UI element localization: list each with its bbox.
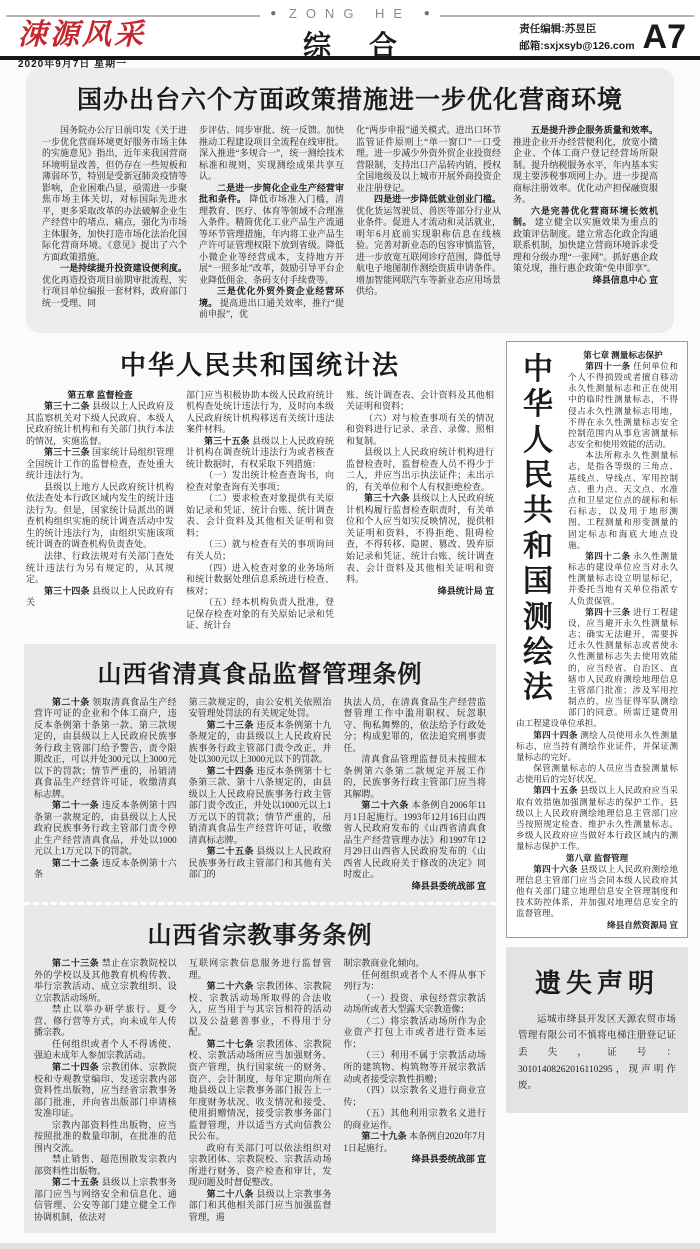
paragraph: （五）其他利用宗教名义进行的商业运作。	[343, 1108, 487, 1130]
article-title: 国办出台六个方面政策措施进一步优化营商环境	[76, 87, 623, 114]
article-column-text	[343, 958, 486, 1154]
paragraph: （六）对与检查事项有关的情况和资料进行记录、录音、录像、照相和复制。	[346, 412, 494, 446]
dashed-divider	[24, 902, 496, 905]
article-column	[34, 697, 177, 893]
article-column	[346, 390, 494, 632]
paragraph: 步评估、同步审批、统一反馈。加快推动工程建设项目全流程在线审批。深入推进“多规合一”，统一测绘技术标准和规则，实现测绘成果共享互认。	[199, 125, 344, 182]
vertical-title-char: 民	[523, 458, 553, 492]
paragraph: 第二十六条 本条例自2006年11月1日起施行。1993年12月16日山西省人民政府发布的《山西省清真食品生产经营管理办法》和1997年12月29日山西省人民政府发布的《山西省人民政府关于修改的决定》同时废止。	[343, 800, 487, 880]
paragraph: （一）发出统计检查查询书，向检查对象查询有关事项；	[186, 470, 334, 492]
paragraph: 第二十九条 本条例自2020年7月1日起施行。	[343, 1131, 486, 1153]
byline: 绛县自然资源局 宣	[607, 919, 678, 930]
paragraph: 宗教内部资料性出版物，应当按照批准的数量印制，在批准的范围内交流。	[34, 1119, 177, 1153]
vertical-title-char: 和	[523, 529, 553, 563]
paragraph: （四）进入检查对象的业务场所和统计数据处理信息系统进行检查、核对；	[186, 562, 334, 596]
paragraph: （四）以宗教名义进行商业宣传；	[343, 1085, 487, 1107]
paragraph: 国务院办公厅日前印发《关于进一步优化营商环境更好服务市场主体的实施意见》指出，近年来我国营商环境明显改善，但仍存在一些短板和薄弱环节，特别是受新冠肺炎疫情等影响，企业困难凸显，亟需进一步聚焦市场主体关切，对标国际先进水平，更多采取改革的办法破解企业生产经营中的堵点、痛点，强化为市场主体服务，加快打造市场化法治化国际化营商环境。《意见》提出了六个方面政策措施。	[42, 125, 187, 262]
section-pinyin-text: ZONG HE	[288, 6, 412, 21]
paragraph: 第四十三条 进行工程建设，应当避开永久性测量标志；确实无法避开，需要拆迁永久性测量标志或者使永久性测量标志失去使用效能的，应当经省、自治区、直辖市人民政府测绘地理信息主管部门批准；涉及军用控制点的，应当征得军队测绘部门的同意。所需迁建费用由工程建设单位承担。	[516, 606, 678, 729]
paragraph: 禁止以举办研学旅行、夏令营、修行营等方式，向未成年人传播宗教。	[34, 1004, 177, 1038]
page-bottom-strip	[0, 1243, 700, 1249]
article-column	[189, 958, 332, 1223]
notice-text: 运城市绛县开发区天源农贸市场管理有限公司不慎将电梯注册登记证丢失，证号：30101408262016110295，现声明作废。	[518, 1014, 676, 1092]
paragraph: （二）要求检查对象提供有关原始记录和凭证、统计台账、统计调查表、会计资料及其他相关证明和资料；	[186, 493, 334, 538]
paragraph: 制宗教商业化倾向。	[343, 958, 425, 969]
paragraph: 保管测量标志的人员应当查验测量标志使用后的完好状况。	[516, 763, 678, 785]
paragraph: 三是优化外贸外资企业经营环境。 提高进出口通关效率，推行“提前申报”，优	[199, 286, 344, 320]
article-column	[42, 125, 187, 321]
article-column	[513, 125, 658, 321]
vertical-title-char: 测	[523, 600, 553, 634]
article-surveying-law	[506, 341, 688, 938]
article-title: 中华人民共和国统计法	[119, 350, 400, 380]
paragraph: 第四十一条 任何单位和个人不得损毁或者擅自移动永久性测量标志和正在使用中的临时性测量标志，不得侵占永久性测量标志用地，不得在永久性测量标志安全控制范围内从事危害测量标志安全和使用效能的活动。	[568, 360, 678, 450]
paragraph: 第八章 监督管理	[565, 852, 629, 863]
paragraph: （三）就与检查有关的事项询问有关人员；	[186, 539, 334, 561]
paragraph: 四是进一步降低就业创业门槛。 优化货运驾驶员、兽医等部分行业从业条件。促进人才流动和灵活就业，明年6月底前实现职称信息在线核验。完善对新业态的包容审慎监管，进一步放宽互联网诊疗范围，降低导航电子地图制作测绘资质申请条件。增加智能网联汽车等新业态应用场景供给。	[356, 194, 501, 297]
paragraph: 第四十四条 测绘人员使用永久性测量标志，应当持有测绘作业证件，并保证测量标志的完好。	[516, 729, 678, 762]
article-halal-regulation	[34, 654, 486, 893]
decorative-dot-icon: ●	[270, 8, 277, 19]
paragraph: 第四十六条 县级以上人民政府测绘地理信息主管部门应当会同本级人民政府其他有关部门建立地理信息安全管理制度和技术防控体系，并加强对地理信息安全的监督管理。	[516, 863, 678, 919]
article-column	[189, 697, 332, 893]
paragraph: 第三十四条 县级以上人民政府有关	[26, 585, 174, 608]
article-religion-regulation	[34, 915, 486, 1223]
paragraph: 清真食品管理监督员未按照本条例第六条第二款规定开展工作的，民族事务行政主管部门应当将其解聘。	[343, 754, 487, 799]
paragraph: 部门应当积极协助本级人民政府统计机构查处统计违法行为，及时向本级人民政府统计机构移送有关统计违法案件材料。	[186, 389, 334, 435]
paragraph: 六是完善优化营商环境长效机制。 建立健全以实施效果为重点的政策评估制度。建立常态化政企沟通联系机制，加快建立营商环境诉求受理和分级办理“一张网”。抓好惠企政策兑现，推行惠企政策“免申即享”。	[513, 205, 658, 274]
section-pinyin	[260, 6, 440, 21]
vertical-title-char: 国	[523, 565, 553, 599]
paragraph: （五）经本机构负责人批准，登记保存检查对象的有关原始记录和凭证、统计台	[186, 597, 334, 631]
paragraph: 第四十五条 县级以上人民政府应当采取有效措施加强测量标志的保护工作。县级以上人民政府测绘地理信息主管部门应当按照规定检查、维护永久性测量标志。乡级人民政府应当做好本行政区域内的测量标志保护工作。	[516, 785, 678, 852]
paragraph: （一）投资、承包经营宗教活动场所或者大型露天宗教造像；	[343, 992, 487, 1015]
article-business-environment	[26, 68, 674, 333]
paragraph: 本法所称永久性测量标志，是指各等级的三角点、基线点、导线点、军用控制点、重力点、天文点、水准点和卫星定位点的觇标和标石标志，以及用于地形测图、工程测量和形变测量的固定标志和海底大地点设施。	[568, 450, 678, 550]
page-number: A7	[642, 18, 686, 56]
email-line: 邮箱:sxjxsyb@126.com	[519, 39, 635, 52]
paragraph: 第三十二条 县级以上人民政府及其监察机关对下级人民政府、本级人民政府统计机构和有关部门执行本法的情况，实施监督。	[26, 401, 174, 446]
decorative-dot-icon: ●	[423, 8, 430, 19]
article-column	[356, 125, 501, 321]
paragraph: 第二十五条 县级以上宗教事务部门应当与网络安全和信息化、通信管理、公安等部门建立健全工作协调机制，依法对	[34, 1177, 177, 1222]
gray-articles-wrap	[24, 644, 496, 1234]
main-area	[0, 339, 700, 1241]
paragraph: 执法人员，在清真食品生产经营监督管理工作中滥用职权、玩忽职守、徇私舞弊的，依法给予行政处分；构成犯罪的，依法追究刑事责任。	[343, 696, 487, 753]
article-column-text	[343, 697, 486, 881]
article-columns	[34, 697, 486, 893]
article-column	[343, 697, 486, 893]
left-region	[24, 341, 496, 1233]
article-column	[34, 958, 177, 1223]
article-column	[343, 958, 486, 1223]
byline: 绛县统计局 宣	[437, 585, 494, 596]
paragraph: 第七章 测量标志保护	[583, 349, 663, 360]
vertical-title-char: 华	[523, 388, 553, 422]
paragraph: 第二十条 领取清真食品生产经营许可证的企业和个体工商户，违反本条例第十条第一款、第三款规定的，由县级以上人民政府民族事务行政主管部门给予警告，责令限期改正，可以并处300元以上3000元以下的罚款；情节严重的，吊销清真食品生产经营许可证，收缴清真标志牌。	[34, 696, 177, 799]
paragraph: （三）利用不属于宗教活动场所的建筑物、构筑物等开展宗教活动或者接受宗教性捐赠；	[343, 1050, 487, 1084]
article-statistics-law	[24, 341, 496, 640]
paragraph: 第三十六条 县级以上人民政府统计机构履行监督检查职责时，有关单位和个人应当如实反映情况，提供相关证明和资料，不得拒绝、阻碍检查，不得转移、隐匿、篡改、毁弃原始记录和凭证、统计台账、统计调查表、会计资料及其他相关证明和资料。	[346, 493, 494, 585]
paragraph: 二是进一步简化企业生产经营审批和条件。 降低市场准入门槛，清理教育、医疗、体育等领域不合理准入条件。精简优化工业产品生产流通等环节管理措施，年内将工业产品生产许可证管理权限下放到省级。降低小微企业等经营成本，支持地方开展“一照多址”改革，鼓励引导平台企业降低佣金、条码支付手续费等。	[199, 182, 344, 285]
paragraph: 互联网宗教信息服务进行监督管理。	[188, 958, 332, 980]
article-column	[26, 390, 174, 632]
byline: 绛县信息中心 宣	[592, 274, 658, 285]
article-vertical-title	[516, 354, 560, 705]
vertical-title-char: 绘	[523, 635, 553, 669]
masthead-date: 2020年9月7日 星期一	[18, 59, 128, 70]
byline: 绛县县委统战部 宣	[411, 880, 487, 891]
section-name: 综合	[302, 31, 435, 62]
article-column-text	[513, 125, 658, 275]
article-columns	[34, 958, 486, 1223]
masthead-right	[519, 18, 686, 57]
article-columns	[26, 390, 494, 632]
vertical-title-char: 共	[523, 494, 553, 528]
paragraph: 第三十三条 国家统计局组织管理全国统计工作的监督检查，查处重大统计违法行为。	[26, 447, 174, 481]
paragraph: 县级以上人民政府统计机构进行监督检查时，监督检查人员不得少于二人，并应当出示执法证件；未出示的，有关单位和个人有权拒绝检查。	[346, 447, 494, 492]
paragraph: 第二十四条 宗教团体、宗教院校和寺观教堂编印、发送宗教内部资料性出版物，应当经省宗教事务部门批准，并向省出版部门申请核发准印证。	[34, 1062, 177, 1119]
article-column	[186, 390, 334, 632]
article-column	[199, 125, 344, 321]
paragraph: 县级以上地方人民政府统计机构依法查处本行政区域内发生的统计违法行为。但是，国家统计局派出的调查机构组织实施的统计调查活动中发生的统计违法行为，由组织实施该项统计调查的调查机构负责查处。	[26, 481, 174, 550]
byline: 绛县县委统战部 宣	[411, 1154, 487, 1165]
paragraph: 任何组织或者个人不得从事下列行为：	[343, 969, 487, 992]
paragraph: 任何组织或者个人不得诱使、强迫未成年人参加宗教活动。	[34, 1038, 177, 1061]
article-title: 山西省宗教事务条例	[147, 923, 373, 950]
newspaper-brand: 涑源风采	[18, 19, 147, 51]
paragraph: 第二十五条 县级以上人民政府民族事务行政主管部门和其他有关部门的	[188, 846, 332, 880]
masthead	[0, 0, 700, 70]
paragraph: 第二十八条 县级以上宗教事务部门和其他相关部门应当加强监督管理，遏	[188, 1188, 332, 1222]
paragraph: 第四十二条 永久性测量标志的建设单位应当对永久性测量标志设立明显标记，并委托当地有关单位指派专人负责保管。	[568, 550, 678, 606]
paragraph: 账、统计调查表、会计资料及其他相关证明和资料；	[346, 389, 494, 412]
vertical-title-char: 中	[523, 352, 553, 386]
paragraph: 第二十七条 宗教团体、宗教院校、宗教活动场所应当加强财务、资产管理，执行国家统一的财务、资产、会计制度，每年定期向所在地县级以上宗教事务部门报告上一年度财务状况、收支情况和接受、使用捐赠情况，接受宗教事务部门监督管理，并以适当方式向信教公民公布。	[188, 1038, 332, 1142]
paragraph: 第二十三条 违反本条例第十九条规定的，由县级以上人民政府民族事务行政主管部门责令改正，并处以300元以上3000元以下的罚款。	[188, 719, 332, 765]
paragraph: 五是提升涉企服务质量和效率。 推进企业开办经营便利化，放宽小微企业、个体工商户登记经营场所限制。提升纳税服务水平，年内基本实现主要涉税事项网上办。进一步提高商标注册效率。优化动产担保融资服务。	[513, 125, 658, 205]
article-title: 山西省清真食品监督管理条例	[97, 661, 423, 688]
editor-line: 责任编辑:苏昱臣	[519, 22, 597, 35]
paragraph: （二）将宗教活动场所作为企业资产打包上市或者进行资本运作；	[343, 1015, 487, 1049]
lost-notice-box	[506, 947, 688, 1113]
paragraph: 第二十六条 宗教团体、宗教院校、宗教活动场所取得的合法收入，应当用于与其宗旨相符的活动以及公益慈善事业，不得用于分配。	[188, 981, 332, 1038]
paragraph: 第三十五条 县级以上人民政府统计机构在调查统计违法行为或者核查统计数据时，有权采取下列措施：	[186, 435, 334, 469]
vertical-title-char: 人	[523, 423, 553, 457]
paragraph: 第二十四条 违反本条例第十七条第三款、第十八条规定的，由县级以上人民政府民族事务行政主管部门责令改正，并处以1000元以上1万元以下的罚款；情节严重的，吊销清真食品生产经营许可证，收缴清真标志牌。	[188, 765, 332, 845]
paragraph: 第五章 监督检查	[67, 389, 133, 400]
article-columns	[42, 125, 658, 321]
paragraph: 政府有关部门可以依法组织对宗教团体、宗教院校、宗教活动场所进行财务、资产检查和审计，发现问题及时督促整改。	[188, 1142, 332, 1188]
paragraph: 第三款规定的，由公安机关依照治安管理处罚法的有关规定处罚。	[188, 696, 332, 719]
right-region	[506, 341, 688, 1113]
article-column-text	[346, 390, 494, 586]
paragraph: 第二十二条 违反本条例第十六条	[34, 857, 177, 880]
paragraph: 第二十三条 禁止在宗教院校以外的学校以及其他教育机构传教、举行宗教活动、成立宗教组织、设立宗教活动场所。	[34, 958, 177, 1003]
paragraph: 法律、行政法规对有关部门查处统计违法行为另有规定的，从其规定。	[26, 550, 174, 585]
paragraph: 一是持续提升投资建设便利度。 优化再造投资项目前期审批流程，实行项目单位编报一套材料，政府部门统一受理、同	[42, 263, 187, 308]
paragraph: 化“两步申报”通关模式。进出口环节监管证件原则上“单一窗口”一口受理。进一步减少外资外贸企业投资经营限制，支持出口产品转内销，授权全国地级及以上城市开展外商投资企业注册登记。	[356, 125, 501, 193]
paragraph: 第二十一条 违反本条例第十四条第一款规定的，由县级以上人民政府民族事务行政主管部门责令停止生产经营清真食品，并处以1000元以上1万元以下的罚款。	[34, 800, 177, 857]
paragraph: 禁止销售、超范围散发宗教内部资料性出版物。	[34, 1154, 177, 1176]
notice-title: 遗失声明	[534, 968, 659, 998]
vertical-title-char: 法	[523, 671, 553, 705]
